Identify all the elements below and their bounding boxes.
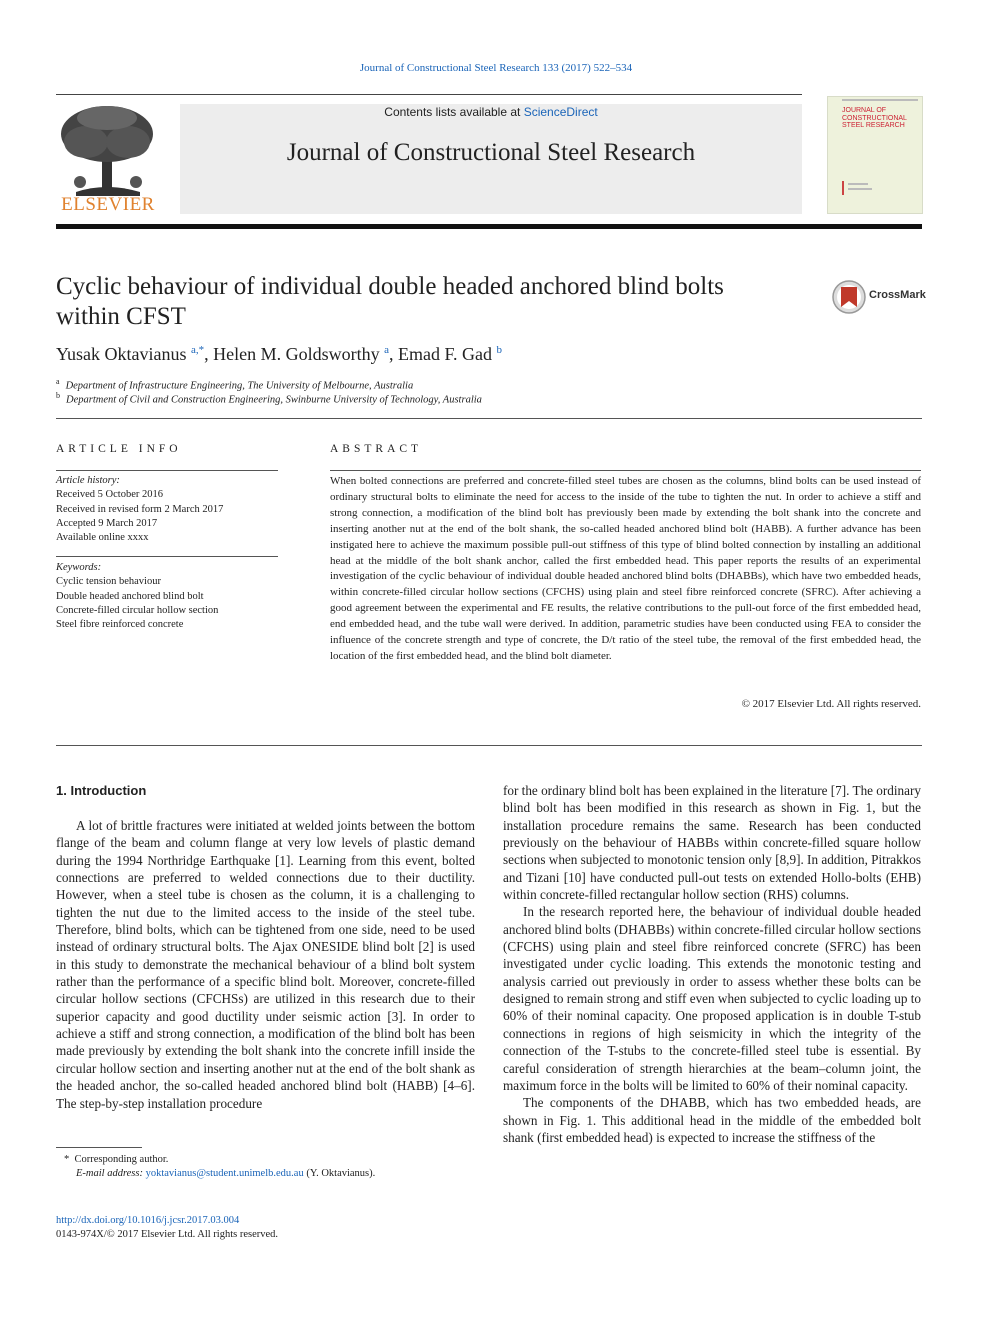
- section-heading: 1. Introduction: [56, 783, 147, 798]
- header-thick-rule: [56, 224, 922, 229]
- author-separator: ,: [204, 344, 214, 364]
- author-name: Yusak Oktavianus: [56, 344, 187, 364]
- contents-prefix: Contents lists available at: [384, 105, 524, 119]
- affiliation-marker: a: [56, 377, 60, 386]
- crossmark-icon: [831, 279, 867, 315]
- doi-link[interactable]: http://dx.doi.org/10.1016/j.jcsr.2017.03.004: [56, 1215, 240, 1226]
- crossmark-label: CrossMark: [869, 289, 926, 301]
- article-title: Cyclic behaviour of individual double headed anchored blind bolts within CFST: [56, 273, 724, 330]
- cover-title: JOURNAL OF CONSTRUCTIONAL STEEL RESEARCH: [842, 107, 907, 129]
- abstract-heading: ABSTRACT: [330, 443, 423, 455]
- body-paragraph: for the ordinary blind bolt has been explained in the literature [7]. The ordinary blind bolt has been modified in this research as shown in Fig. 1, but the installation procedure remains the same. Research has been conducted previously on the behaviour of HABBs within concrete-filled square hollow sections when subjected to monotonic tension only [8,9]. In addition, Pitrakkos and Tizani [10] have conducted pull-out tests on extended Hollo-bolts (EHB) within concrete-filled rectangular hollow section (RHS) columns.: [503, 783, 921, 903]
- body-paragraph: In the research reported here, the behaviour of individual double headed anchored blind bolts (DHABBs) within concrete-filled circular hollow sections (CFCHS) using plain and steel fibre reinforced concrete (SFRC) has been investigated under cyclic loading. This extends the monotonic testing and analysis carried out previously in order to assess whether these bolts can be designed to remain strong and stiff even when subjected to cyclic loading up to 60% of their nominal capacity. One proposed application is in double T-stub connections in regions of high seismicity in which the integrity of the connection of the T-stubs to the concrete-filled steel tube is essential. By careful consideration of strength hierarchies at the beam–column joint, the maximum force in the bolts will be limited to 60% of their nominal capacity.: [503, 904, 921, 1093]
- history-item: Received 5 October 2016: [56, 489, 164, 501]
- affiliation-divider: [56, 418, 922, 419]
- body-right-column: [503, 782, 921, 1146]
- article-info-divider: [56, 470, 278, 471]
- corresponding-author-note: * Corresponding author.: [64, 1154, 169, 1165]
- author-affiliation-marker[interactable]: a,*: [190, 344, 205, 356]
- affiliation-text: Department of Infrastructure Engineering, The University of Melbourne, Australia: [65, 380, 414, 392]
- author-affiliation-marker[interactable]: a: [384, 344, 389, 356]
- body-left-column: [56, 817, 475, 1112]
- email-note: [76, 1168, 375, 1179]
- header-divider: [56, 94, 802, 95]
- affiliation-text: Department of Civil and Construction Engineering, Swinburne University of Technology, Australia: [66, 394, 482, 406]
- abstract-divider: [330, 470, 921, 471]
- author-name: Emad F. Gad: [398, 344, 493, 364]
- history-item: Received in revised form 2 March 2017: [56, 503, 224, 515]
- issn-copyright: 0143-974X/© 2017 Elsevier Ltd. All rights reserved.: [56, 1229, 279, 1240]
- email-suffix: (Y. Oktavianus).: [306, 1168, 376, 1179]
- contents-line: [180, 105, 802, 119]
- history-item: Accepted 9 March 2017: [56, 517, 158, 529]
- journal-name: Journal of Constructional Steel Research: [286, 139, 696, 166]
- author-separator: ,: [389, 344, 398, 364]
- author-affiliation-marker[interactable]: b: [496, 344, 503, 356]
- keyword: Cyclic tension behaviour: [56, 576, 161, 588]
- keyword: Concrete-filled circular hollow section: [56, 604, 219, 616]
- author-name: Helen M. Goldsworthy: [213, 344, 380, 364]
- history-item: Available online xxxx: [56, 532, 149, 544]
- body-paragraph: A lot of brittle fractures were initiated at welded joints between the bottom flange of the beam and column flange at very low levels of plastic demand during the 1994 Northridge Earthquake [1]. Learning from this event, bolted connections are preferred to welded connections due to their ductility. However, when a steel tube is chosen as the column, it is a challenging to tighten the nut due to the limited access to the inside of the steel tube. Therefore, blind bolts, which can be tightened from one side, need to be used instead of ordinary structural bolts. The Ajax ONESIDE blind bolt [2] is used in this study to demonstrate the mechanical behaviour of a blind bolt system rather than the performance of a specific blind bolt. Moreover, concrete-filled circular hollow sections (CFCHSs) are utilized in this research due to their superior capacity and good ductility under seismic action [3]. In order to achieve a stiff and strong connection, a modification of the blind bolt has been made previously by extending the bolt shank into the concrete infill inside the circular hollow section and inserting another nut at the end of the bolt shank as the headed anchor, the so-called headed anchored blind bolt (HABB) [4–6]. The step-by-step installation procedure: [56, 818, 475, 1111]
- journal-cover-image: [827, 96, 923, 214]
- corresponding-author-text: Corresponding author.: [74, 1154, 169, 1165]
- abstract-bottom-divider: [56, 745, 922, 746]
- history-label: Article history:: [56, 475, 120, 486]
- abstract-copyright: © 2017 Elsevier Ltd. All rights reserved.: [741, 698, 921, 710]
- sciencedirect-link[interactable]: ScienceDirect: [523, 105, 598, 119]
- journal-citation-link[interactable]: Journal of Constructional Steel Research 133 (2017) 522–534: [359, 62, 633, 74]
- email-label: E-mail address:: [76, 1168, 143, 1179]
- article-history: [56, 474, 286, 545]
- elsevier-logo: [56, 104, 160, 214]
- footnote-divider: [56, 1147, 142, 1148]
- affiliation: [56, 391, 482, 406]
- keyword: Double headed anchored blind bolt: [56, 590, 204, 602]
- keywords-label: Keywords:: [56, 562, 102, 573]
- email-link[interactable]: yoktavianus@student.unimelb.edu.au: [145, 1168, 304, 1179]
- abstract-text: When bolted connections are preferred and concrete-filled steel tubes are chosen as the columns, blind bolts can be used instead of ordinary structural bolts to eliminate the need for access to the inside of the tube to tighten the nut. In order to achieve a stiff and strong connection, a modification of the blind bolt has previously been made by extending the bolt shank into the concrete and inserting another nut at the end of the bolt shank, the so-called headed anchored blind bolt (HABB). A further advance has been instigated here to achieve the maximum possible pull-out stiffness of this type of blind bolted connection by installing an additional head at the middle of the bolt shank anchor, called the first embedded head. This paper reports the results of an experimental investigation of the cyclic behaviour of individual double headed anchored blind bolts (DHABBs), which have two embedded heads, within concrete-filled circular hollow sections (CFCHS) using plain and steel fibre reinforced concrete (SFRC). After achieving a good agreement between the experimental and FE results, the relative contributions to the pull-out force of the first embedded head, end embedded head, and the tube wall were derived. In addition, parametric studies have been conducted using FEA to consider the influence of the concrete strength and type of concrete, the D/t ratio of the steel tube, the removal of the first embedded head, the location of the first embedded head, and the blind bolt diameter.: [330, 475, 921, 662]
- keyword: Steel fibre reinforced concrete: [56, 619, 184, 631]
- article-info-heading: ARTICLE INFO: [56, 443, 182, 455]
- affiliation: [56, 377, 413, 392]
- author-list: [56, 344, 502, 365]
- keywords-block: [56, 561, 286, 632]
- body-paragraph: The components of the DHABB, which has two embedded heads, are shown in Fig. 1. This additional head in the middle of the embedded bolt shank (first embedded head) is expected to increase the stiffness of the: [503, 1095, 921, 1145]
- keywords-divider: [56, 556, 278, 557]
- affiliation-marker: b: [56, 391, 60, 400]
- publisher-name: ELSEVIER: [61, 194, 155, 215]
